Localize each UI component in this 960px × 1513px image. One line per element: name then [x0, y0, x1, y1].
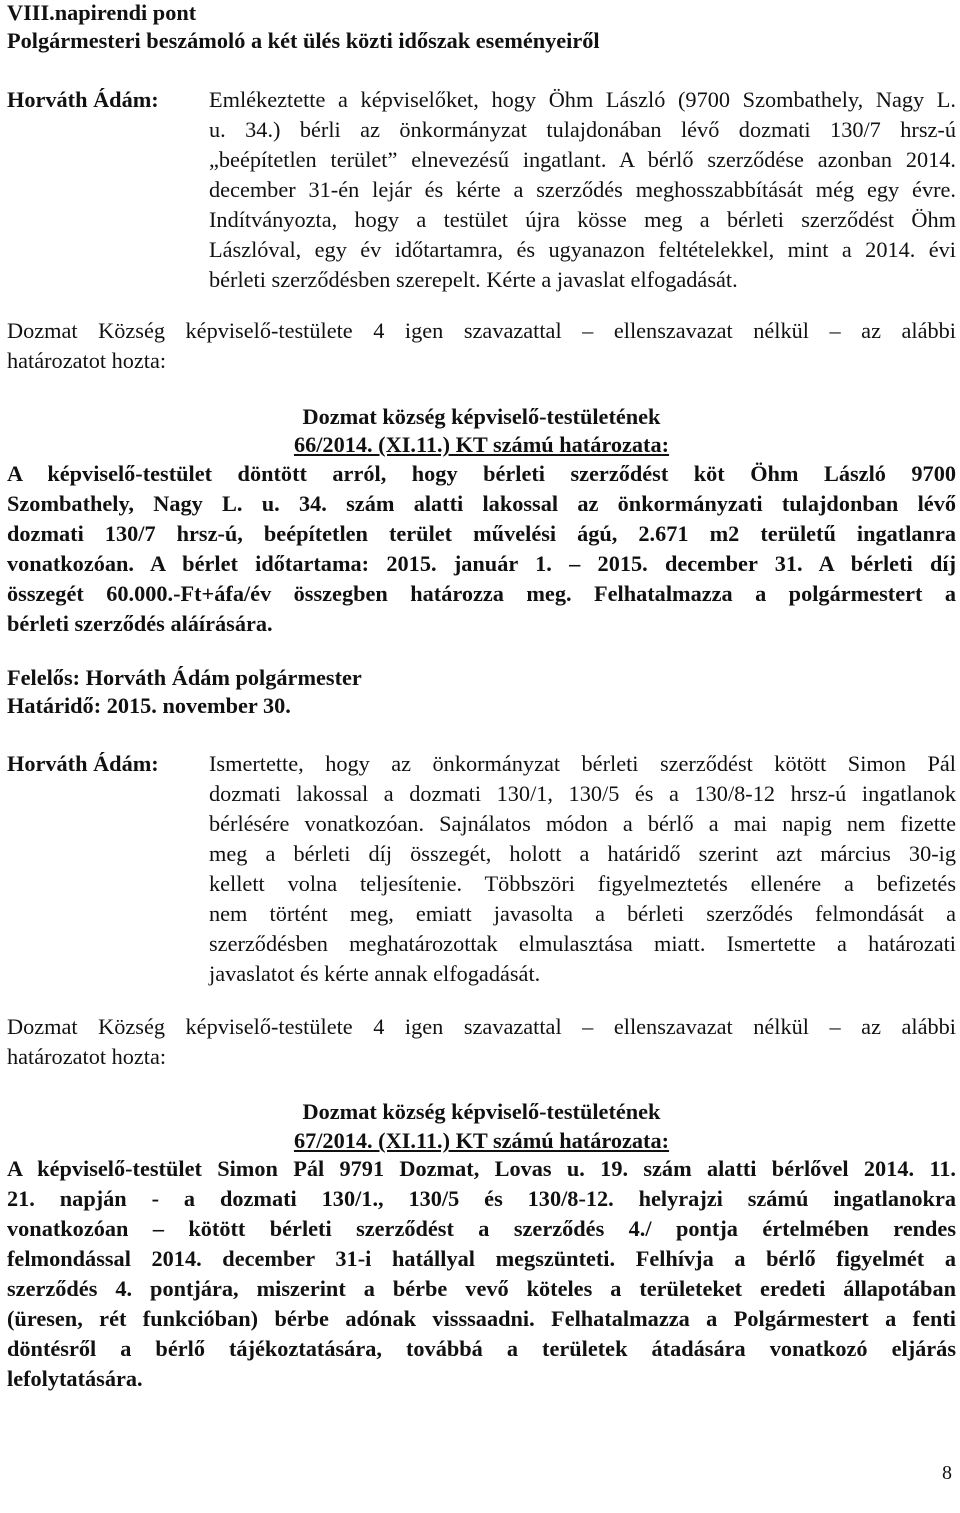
item1-res-line-4: összegét 60.000.-Ft+áfa/év összegben határozza meg. Felhatalmazza a polgármestert a: [7, 581, 956, 606]
item2-vote-line-0: Dozmat Község képviselő-testülete 4 igen szavazattal – ellenszavazat nélkül – az alábbi: [7, 1014, 956, 1039]
item1-line-2: „beépítetlen terület” elnevezésű ingatlant. A bérlő szerződése azonban 2014.: [209, 147, 956, 172]
item2-line-6: szerződésben meghatározottak elmulasztása miatt. Ismertette a határozati: [209, 931, 956, 956]
item1-resolution-text: [7, 459, 956, 639]
item2-res-line-1: 21. napján - a dozmati 130/1., 130/5 és 130/8-12. helyrajzi számú ingatlanokra: [7, 1186, 956, 1211]
item1-block: [7, 85, 956, 295]
item2-line-7: javaslatot és kérte annak elfogadását.: [209, 961, 541, 986]
item2-res-line-0: A képviselő-testület Simon Pál 9791 Dozmat, Lovas u. 19. szám alatti bérlővel 2014. 11.: [7, 1156, 956, 1181]
item1-speaker: Horváth Ádám:: [7, 87, 159, 112]
item2-resolution-heading: Dozmat község képviselő-testületének: [302, 1099, 661, 1124]
item1-resolution-number: 66/2014. (XI.11.) KT számú határozata:: [293, 432, 670, 457]
item2-line-0: Ismertette, hogy az önkormányzat bérleti szerződést kötött Simon Pál: [209, 751, 956, 776]
item2-vote: [7, 1012, 956, 1072]
item1-line-5: Lászlóval, egy év időtartamra, és ugyanazon feltételekkel, mint a 2014. évi: [209, 237, 956, 262]
item2-line-2: bérlésére vonatkozóan. Sajnálatos módon a bérlő a mai napig nem fizette: [209, 811, 956, 836]
item2-block: [7, 749, 956, 989]
item1-line-1: u. 34.) bérli az önkormányzat tulajdonában lévő dozmati 130/7 hrsz-ú: [209, 117, 956, 142]
item1-vote: [7, 316, 956, 376]
item1-vote-line-1: határozatot hozta:: [7, 348, 167, 373]
item2-first-line: [7, 749, 956, 779]
item2-res-line-5: (üresen, rét funkcióban) bérbe adónak visssaadni. Felhatalmazza a Polgármestert a fenti: [7, 1306, 956, 1331]
item2-speaker: Horváth Ádám:: [7, 751, 159, 776]
item1-deadline: Határidő: 2015. november 30.: [7, 693, 291, 718]
item2-res-line-6: döntésről a bérlő tájékoztatására, továbbá a területek átadására vonatkozó eljárás: [7, 1336, 956, 1361]
item2-line-5: nem történt meg, emiatt javasolta a bérleti szerződés felmondását a: [209, 901, 956, 926]
item2-res-line-4: szerződés 4. pontjára, miszerint a bérbe vevő köteles a területeket eredeti állapotában: [7, 1276, 956, 1301]
item1-line-3: december 31-én lejár és kérte a szerződés meghosszabbítását még egy évre.: [209, 177, 956, 202]
item2-res-line-7: lefolytatására.: [7, 1366, 143, 1391]
item2-line-3: meg a bérleti díj összegét, holott a határidő szerint azt március 30-ig: [209, 841, 956, 866]
item1-res-line-0: A képviselő-testület döntött arról, hogy bérleti szerződést köt Öhm László 9700: [7, 461, 956, 486]
item1-resolution-heading: Dozmat község képviselő-testületének: [302, 404, 661, 429]
item1-res-line-2: dozmati 130/7 hrsz-ú, beépítetlen terület művelési ágú, 2.671 m2 területű ingatlanra: [7, 521, 956, 546]
section-number: VIII.napirendi pont: [7, 0, 197, 25]
page-number: 8: [942, 1462, 952, 1484]
section-title: Polgármesteri beszámoló a két ülés közti időszak eseményeiről: [7, 28, 600, 53]
item1-line-6: bérleti szerződésben szerepelt. Kérte a javaslat elfogadását.: [209, 267, 738, 292]
item2-line-1: dozmati lakossal a dozmati 130/1, 130/5 és a 130/8-12 hrsz-ú ingatlanok: [209, 781, 956, 806]
item2-res-line-2: vonatkozóan – kötött bérleti szerződést a szerződés 4./ pontja értelmében rendes: [7, 1216, 956, 1241]
item1-res-line-5: bérleti szerződés aláírására.: [7, 611, 273, 636]
item1-line-0: Emlékeztette a képviselőket, hogy Öhm László (9700 Szombathely, Nagy L.: [209, 87, 956, 112]
item1-res-line-1: Szombathely, Nagy L. u. 34. szám alatti lakossal az önkormányzati tulajdonban lévő: [7, 491, 956, 516]
item2-line-4: kellett volna teljesítenie. Többszöri figyelmeztetés ellenére a befizetés: [209, 871, 956, 896]
item1-res-line-3: vonatkozóan. A bérlet időtartama: 2015. január 1. – 2015. december 31. A bérleti díj: [7, 551, 956, 576]
item2-paragraph: [7, 749, 956, 989]
item1-line-4: Indítványozta, hogy a testület újra kösse meg a bérleti szerződést Öhm: [209, 207, 956, 232]
item1-vote-line-0: Dozmat Község képviselő-testülete 4 igen szavazattal – ellenszavazat nélkül – az alábbi: [7, 318, 956, 343]
item1-first-line: [7, 85, 956, 115]
item1-paragraph: [7, 85, 956, 295]
item2-vote-line-1: határozatot hozta:: [7, 1044, 167, 1069]
item1-responsible: Felelős: Horváth Ádám polgármester: [7, 665, 362, 690]
item2-resolution-text: [7, 1154, 956, 1394]
item2-res-line-3: felmondással 2014. december 31-i hatállyal megszünteti. Felhívja a bérlő figyelmét a: [7, 1246, 956, 1271]
item2-resolution-number: 67/2014. (XI.11.) KT számú határozata:: [293, 1128, 670, 1153]
